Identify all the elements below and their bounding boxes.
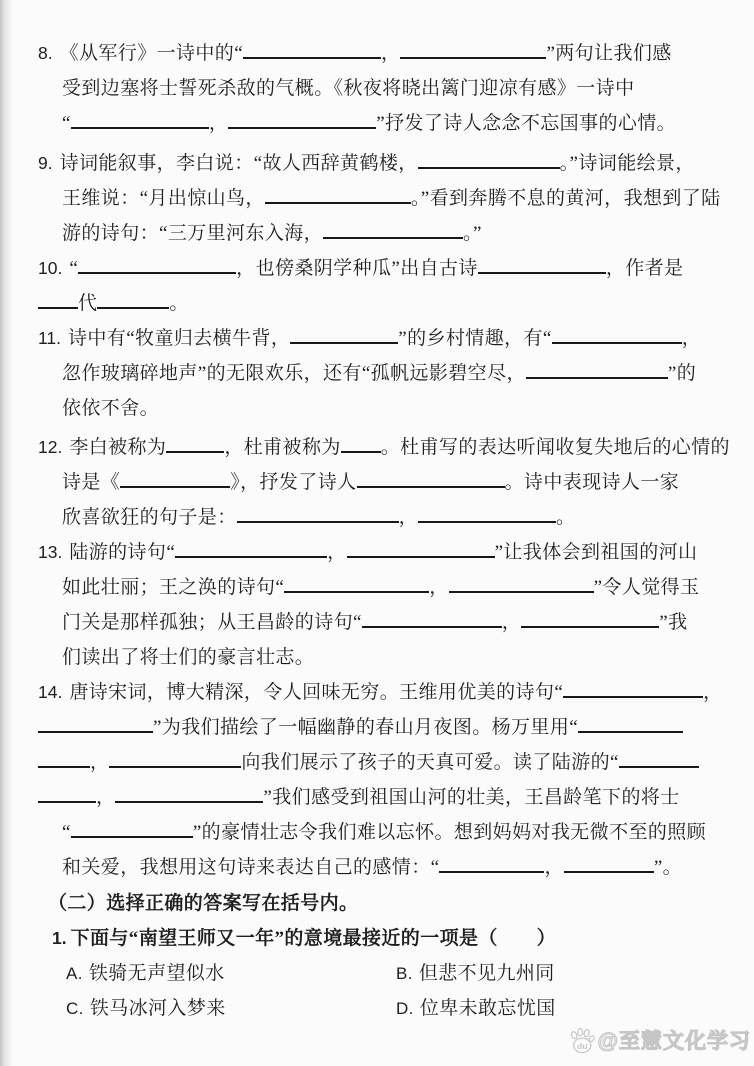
- item-line: [38, 71, 746, 106]
- answer-blank: [526, 364, 668, 379]
- option-label: C.: [66, 999, 84, 1018]
- text-run: ，: [501, 612, 522, 633]
- text-run: 向我们展示了孩子的天真可爱。读了陆游的“: [241, 752, 619, 773]
- answer-blank: [38, 718, 153, 733]
- answer-blank: [97, 294, 169, 309]
- item-line: [38, 181, 746, 216]
- text-run: 》，抒发了诗人: [230, 472, 357, 493]
- item-line: [38, 745, 746, 780]
- worksheet-item: [38, 321, 746, 426]
- text-run: 门关是那样孤独；从王昌龄的诗句“: [62, 612, 362, 633]
- option-b: [396, 956, 746, 991]
- item-line: [38, 216, 746, 251]
- text-run: ，: [90, 752, 110, 773]
- answer-blank: [563, 683, 703, 698]
- text-run: ”我: [659, 612, 688, 633]
- option-d: [396, 991, 746, 1026]
- worksheet-item: [38, 535, 746, 675]
- text-run: 王维说：“月出惊山鸟，: [62, 188, 265, 209]
- item-number: 9.: [38, 153, 53, 173]
- text-run: ，杜甫被称为: [224, 437, 341, 458]
- worksheet-item: [38, 675, 746, 885]
- text-run: 。: [556, 507, 576, 528]
- worksheet-item: [38, 36, 746, 141]
- text-run: ，: [429, 577, 449, 598]
- watermark: [567, 1025, 751, 1055]
- text-run: 。: [169, 293, 189, 314]
- text-run: 。诗中表现诗人一家: [504, 472, 680, 493]
- item-line: [38, 815, 746, 850]
- answer-blank: [120, 473, 230, 488]
- item-line: [38, 430, 746, 465]
- answer-blank: [71, 114, 209, 129]
- answer-blank: [166, 438, 224, 453]
- answer-blank: [38, 788, 96, 803]
- option-text: 位卑未敢忘忧国: [419, 998, 556, 1019]
- item-number: 11.: [38, 328, 62, 348]
- text-run: 《从军行》一诗中的“: [59, 43, 244, 64]
- item-line: [38, 500, 746, 535]
- worksheet-item: [38, 430, 746, 535]
- text-run: ，: [96, 787, 116, 808]
- text-run: ，: [681, 328, 702, 349]
- section-header: （二）选择正确的答案写在括号内。: [48, 893, 359, 914]
- option-label: B.: [396, 964, 413, 983]
- answer-blank: [341, 438, 381, 453]
- answer-blank: [175, 543, 327, 558]
- text-run: 。杜甫写的表达听闻收复失地后的心情的: [380, 437, 730, 458]
- answer-blank: [38, 753, 90, 768]
- fill-blank-section: [38, 36, 746, 885]
- answer-blank: [347, 543, 495, 558]
- answer-blank: [237, 508, 399, 523]
- option-text: 铁马冰河入梦来: [89, 998, 226, 1019]
- answer-blank: [357, 473, 505, 488]
- item-line: [38, 675, 746, 710]
- answer-blank: [478, 259, 606, 274]
- item-number: 14.: [38, 682, 63, 702]
- text-run: ，: [398, 507, 419, 528]
- text-run: “: [62, 113, 71, 134]
- item-number: 13.: [38, 542, 63, 562]
- answer-blank: [109, 753, 241, 768]
- text-run: ”让我体会到祖国的河山: [494, 542, 698, 563]
- worksheet-item: [38, 146, 746, 251]
- item-line: [38, 710, 746, 745]
- text-run: ，: [703, 682, 723, 703]
- option-text: 铁骑无声望似水: [88, 963, 225, 984]
- answer-blank: [619, 753, 699, 768]
- item-line: [38, 146, 746, 181]
- item-number: 8.: [38, 43, 53, 63]
- option-label: D.: [396, 999, 414, 1018]
- text-run: ，: [381, 43, 401, 64]
- item-line: [38, 535, 746, 570]
- text-run: 诗中有“牧童归去横牛背，: [68, 328, 291, 349]
- answer-blank: [71, 823, 193, 838]
- item-line: [38, 321, 746, 356]
- text-run: “: [62, 822, 71, 843]
- question-text: 下面与“南望王师又一年”的意境最接近的一项是（ ）: [70, 928, 557, 949]
- text-run: ”抒发了诗人念念不忘国事的心情。: [376, 113, 677, 134]
- text-run: 陆游的诗句“: [69, 542, 176, 563]
- text-run: 如此壮丽；王之涣的诗句“: [62, 577, 285, 598]
- text-run: “: [69, 258, 79, 279]
- item-line: [38, 391, 746, 426]
- answer-blank: [552, 329, 682, 344]
- answer-blank: [228, 114, 376, 129]
- answer-blank: [265, 189, 411, 204]
- text-run: 。”看到奔腾不息的黄河，我想到了陆: [410, 188, 721, 209]
- answer-blank: [418, 154, 560, 169]
- text-run: 。”: [463, 223, 482, 244]
- answer-blank: [362, 613, 502, 628]
- question-number: 1.: [52, 928, 67, 948]
- option-a: [66, 956, 396, 991]
- text-run: 游的诗句：“三万里河东入海，: [62, 223, 324, 244]
- baidu-paw-icon: [567, 1026, 597, 1054]
- worksheet-item: [38, 251, 746, 321]
- text-run: 。”诗词能绘景，: [559, 153, 695, 174]
- text-run: ，作者是: [605, 258, 684, 279]
- text-run: ”令人觉得玉: [593, 577, 700, 598]
- text-run: ”为我们描绘了一幅幽静的春山月夜图。杨万里用“: [153, 717, 579, 738]
- text-run: ”。: [653, 857, 683, 878]
- text-run: 代: [78, 293, 98, 314]
- watermark-text: @至慧文化学习: [597, 1030, 751, 1053]
- text-run: 诗词能叙事，李白说：“故人西辞黄鹤楼，: [59, 153, 418, 174]
- item-number: 12.: [38, 437, 63, 457]
- item-line: [38, 780, 746, 815]
- answer-blank: [418, 508, 556, 523]
- text-run: ”我们感受到祖国山河的壮美，王昌龄笔下的将士: [263, 787, 680, 808]
- text-run: ”的豪情壮志令我们难以忘怀。想到妈妈对我无微不至的照顾: [192, 822, 707, 843]
- answer-blank: [564, 858, 654, 873]
- answer-blank: [78, 259, 236, 274]
- answer-blank: [439, 858, 544, 873]
- answer-blank: [521, 613, 659, 628]
- answer-blank: [400, 44, 546, 59]
- baidu-du-label: du: [576, 1041, 587, 1051]
- answer-blank: [449, 578, 594, 593]
- answer-blank: [284, 578, 429, 593]
- answer-blank: [243, 44, 381, 59]
- answer-blank: [290, 329, 398, 344]
- text-run: ，: [544, 857, 564, 878]
- item-line: [38, 640, 746, 675]
- text-run: ”的乡村情趣，有“: [398, 328, 552, 349]
- item-line: [38, 605, 746, 640]
- option-text: 但悲不见九州同: [418, 963, 555, 984]
- answer-blank: [323, 224, 463, 239]
- text-run: 诗是《: [62, 472, 121, 493]
- item-line: [38, 36, 746, 71]
- item-line: [38, 465, 746, 500]
- item-line: [38, 286, 746, 321]
- item-line: [38, 570, 746, 605]
- item-line: [38, 251, 746, 286]
- answer-blank: [578, 718, 683, 733]
- text-run: 和关爱，我想用这句诗来表达自己的感情：“: [62, 857, 440, 878]
- answer-blank: [115, 788, 263, 803]
- text-run: ，也傍桑阴学种瓜”出自古诗: [236, 258, 478, 279]
- text-run: 们读出了将士们的豪言壮志。: [62, 647, 315, 668]
- item-line: [38, 356, 746, 391]
- text-run: 欣喜欲狂的句子是：: [62, 507, 237, 528]
- text-run: 李白被称为: [69, 437, 167, 458]
- text-run: 受到边塞将士誓死杀敌的气概。《秋夜将晓出篱门迎凉有感》一诗中: [62, 78, 635, 99]
- choice-question: [38, 921, 746, 956]
- option-c: [66, 991, 396, 1026]
- answer-blank: [38, 294, 78, 309]
- text-run: ”两句让我们感: [546, 43, 672, 64]
- item-line: [38, 106, 746, 141]
- text-run: ，: [327, 542, 347, 563]
- text-run: ，: [208, 113, 229, 134]
- text-run: 依依不舍。: [62, 398, 160, 419]
- item-line: [38, 850, 746, 885]
- text-run: 唐诗宋词，博大精深，令人回味无穷。王维用优美的诗句“: [69, 682, 564, 703]
- text-run: 忽作玻璃碎地声”的无限欢乐，还有“孤帆远影碧空尽，: [62, 363, 526, 384]
- item-number: 10.: [38, 258, 63, 278]
- options-grid: [38, 956, 746, 1026]
- text-run: ”的: [667, 363, 697, 384]
- option-label: A.: [66, 964, 83, 983]
